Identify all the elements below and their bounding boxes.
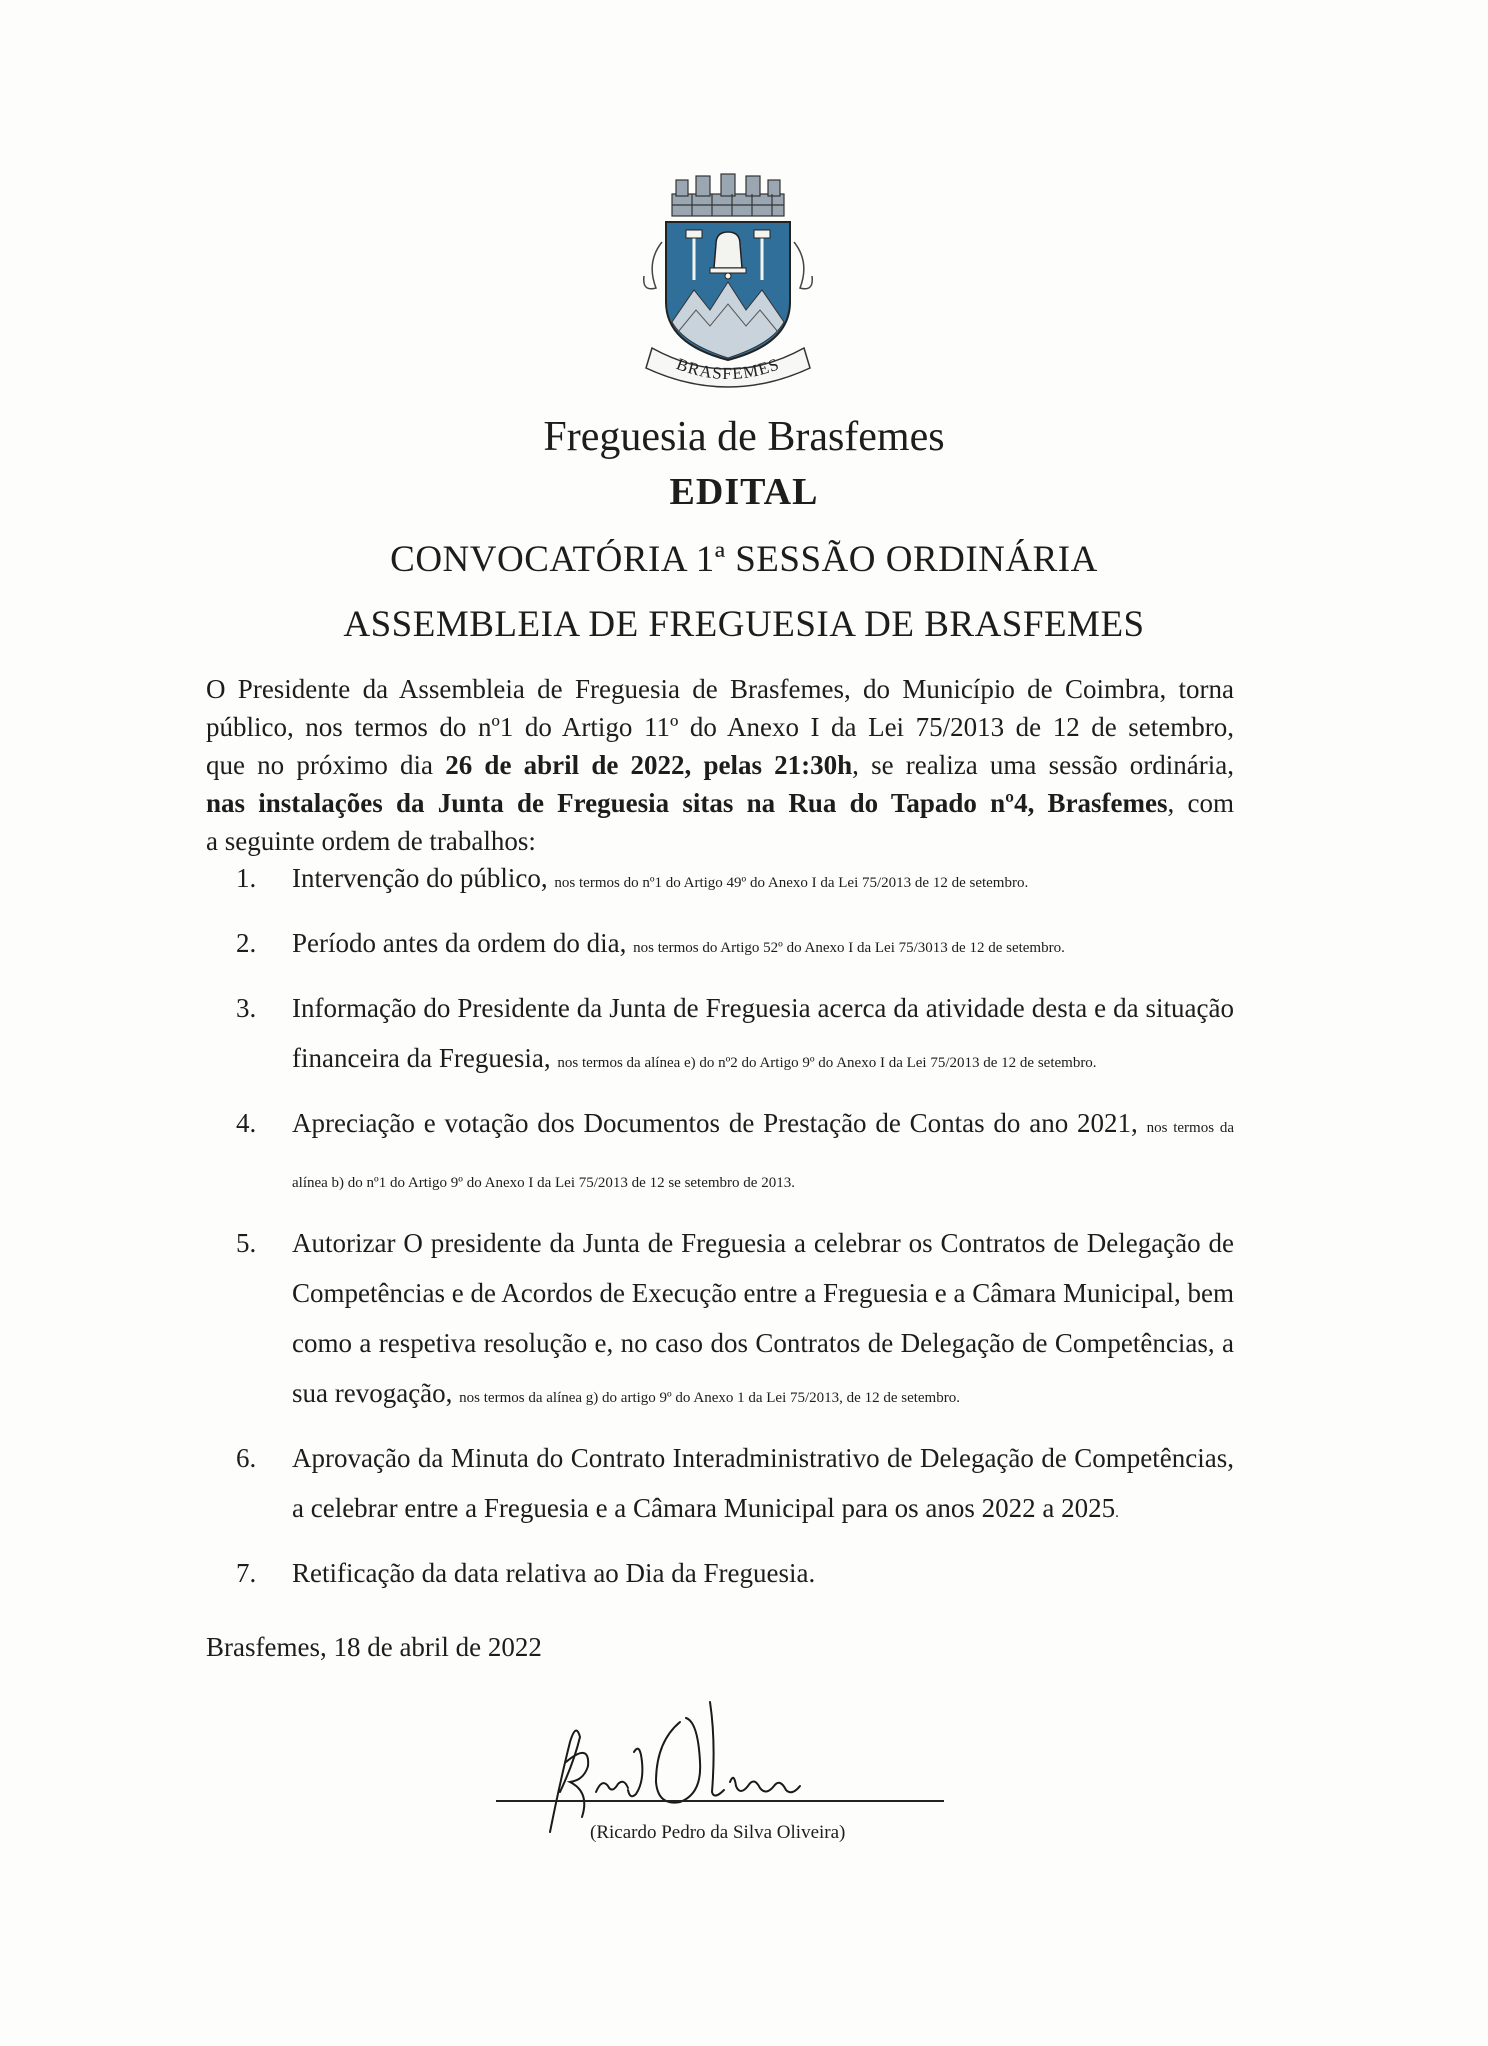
agenda-item — [236, 1218, 1234, 1423]
agenda-item-number: 3. — [236, 993, 257, 1023]
agenda-list — [236, 853, 1234, 1608]
agenda-item-number: 6. — [236, 1443, 257, 1473]
place-and-date: Brasfemes, 18 de abril de 2022 — [206, 1632, 542, 1662]
agenda-item — [236, 918, 1234, 973]
agenda-item-legal-note: nos termos do Artigo 52º do Anexo I da Lei 75/3013 de 12 de setembro. — [633, 940, 1065, 956]
intro-line: a seguinte ordem de trabalhos: — [206, 826, 536, 856]
intro-text: , se realiza uma sessão ordinária, — [852, 750, 1234, 780]
signatory-name: (Ricardo Pedro da Silva Oliveira) — [590, 1822, 846, 1843]
crest-banner-text: BRASFEMES — [673, 354, 783, 384]
intro-line — [206, 746, 1234, 784]
agenda-item-text: Período antes da ordem do dia, — [292, 928, 627, 958]
agenda-item-legal-note: nos termos da alínea g) do artigo 9º do Anexo 1 da Lei 75/2013, de 12 de setembro. — [459, 1390, 960, 1406]
intro-text: , com — [1167, 788, 1234, 818]
convocation-title: CONVOCATÓRIA 1ª SESSÃO ORDINÁRIA — [390, 539, 1098, 580]
agenda-item — [236, 983, 1234, 1088]
parish-coat-of-arms — [632, 172, 824, 390]
agenda-item-text: Intervenção do público, — [292, 863, 548, 893]
agenda-item-legal-note: nos termos do nº1 do Artigo 49º do Anexo I da Lei 75/2013 de 12 de setembro. — [554, 875, 1029, 891]
signature-line — [496, 1800, 944, 1802]
agenda-item-legal-note: . — [1115, 1505, 1119, 1521]
agenda-item-text: Autorizar O presidente da Junta de Freguesia a celebrar os Contratos de Delegação de Competências e de Acordos de Execução entre a Freguesia e a Câmara Municipal, bem como a respetiva resolução e, no caso dos Contratos de Delegação de Competências, a sua revogação, — [292, 1228, 1234, 1408]
agenda-item — [236, 1548, 1234, 1598]
agenda-item-number: 4. — [236, 1108, 257, 1138]
agenda-item — [236, 1433, 1234, 1538]
agenda-item-text: Informação do Presidente da Junta de Freguesia acerca da atividade desta e da situação financeira da Freguesia, — [292, 993, 1234, 1073]
agenda-item-legal-note: nos termos da alínea b) do nº1 do Artigo 9º do Anexo I da Lei 75/2013 de 12 se setembro de 2013. — [292, 1120, 1234, 1191]
intro-text: que no próximo dia — [206, 750, 446, 780]
agenda-item-number: 2. — [236, 928, 257, 958]
agenda-item-legal-note: nos termos da alínea e) do nº2 do Artigo 9º do Anexo I da Lei 75/2013 de 12 de setembro. — [557, 1055, 1097, 1071]
agenda-item-text: Retificação da data relativa ao Dia da Freguesia. — [292, 1558, 816, 1588]
intro-paragraph — [206, 670, 1234, 860]
intro-line: público, nos termos do nº1 do Artigo 11º do Anexo I da Lei 75/2013 de 12 de setembro, — [206, 712, 1234, 742]
assembly-title: ASSEMBLEIA DE FREGUESIA DE BRASFEMES — [343, 604, 1145, 645]
intro-line — [206, 784, 1234, 822]
agenda-item-number: 1. — [236, 863, 257, 893]
agenda-item-number: 7. — [236, 1558, 257, 1588]
session-date-time: 26 de abril de 2022, pelas 21:30h — [445, 750, 853, 780]
agenda-item — [236, 1098, 1234, 1208]
agenda-item-number: 5. — [236, 1228, 257, 1258]
agenda-item-text: Aprovação da Minuta do Contrato Interadministrativo de Delegação de Competências, a celebrar entre a Freguesia e a Câmara Municipal para os anos 2022 a 2025 — [292, 1443, 1234, 1523]
parish-title: Freguesia de Brasfemes — [543, 414, 945, 460]
document-type: EDITAL — [669, 471, 819, 513]
session-location: nas instalações da Junta de Freguesia sitas na Rua do Tapado nº4, Brasfemes — [206, 788, 1168, 818]
agenda-item-text: Apreciação e votação dos Documentos de Prestação de Contas do ano 2021, — [292, 1108, 1138, 1138]
agenda-item — [236, 853, 1234, 908]
intro-line: O Presidente da Assembleia de Freguesia de Brasfemes, do Município de Coimbra, torna — [206, 674, 1234, 704]
